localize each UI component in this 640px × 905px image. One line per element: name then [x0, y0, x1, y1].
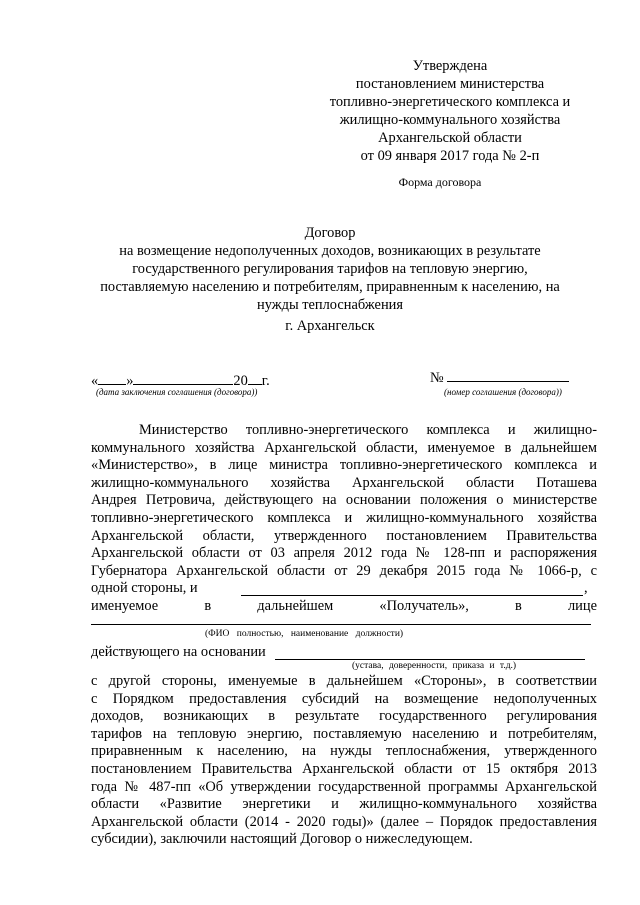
recipient-name-blank[interactable]	[241, 582, 583, 596]
text-line: Губернатора Архангельской области от 29 декабря 2015 года № 1066-р, с	[91, 562, 597, 579]
date-month-blank[interactable]	[133, 371, 233, 385]
text-line: с другой стороны, именуемые в дальнейшем «Стороны», в соответствии	[91, 673, 597, 689]
text-line: года № 487-пп «Об утверждении государственной программы Архангельской	[91, 778, 597, 795]
text-line: «Министерство», в лице министра топливно-энергетического комплекса и	[91, 457, 597, 474]
text-line: субсидии), заключили настоящий Договор о нижеследующем.	[91, 831, 473, 848]
paragraph-basis	[91, 673, 597, 849]
text-line: Министерство топливно-энергетического комплекса и жилищно-	[139, 422, 597, 438]
approval-block	[300, 57, 600, 165]
date-year-blank[interactable]	[248, 371, 262, 385]
fio-blank[interactable]	[91, 611, 591, 625]
approval-line: Утверждена	[412, 58, 488, 74]
document-title	[80, 224, 580, 314]
text-line: приравненным к населению, на нужды теплоснабжения, утвержденного	[91, 743, 597, 760]
text-line: тарифов на тепловую энергию, поставляемую населению и потребителям,	[91, 725, 597, 742]
approval-line: постановлением министерства	[355, 76, 545, 92]
contract-number: №	[430, 368, 569, 387]
title-line: поставляемую населению и потребителям, приравненным к населению, на	[100, 279, 560, 295]
contract-date: « » 20 г.	[91, 373, 270, 389]
text-line: области «Развитие энергетики и жилищно-коммунального хозяйства	[91, 796, 597, 813]
number-caption: (номер соглашения (договора))	[444, 387, 562, 397]
text-line: жилищно-коммунального хозяйства Архангельской области Поташева	[91, 474, 597, 491]
title-line: Договор	[304, 225, 356, 241]
approval-line: Архангельской области	[378, 130, 522, 146]
title-line: нужды теплоснабжения	[257, 297, 403, 313]
paragraph-parties	[91, 422, 597, 616]
fio-caption: (ФИО полностью, наименование должности)	[205, 629, 404, 639]
text-line: постановлением Правительства Архангельской области от 15 октября 2013	[91, 760, 597, 777]
approval-line: от 09 января 2017 года № 2-п	[360, 148, 540, 164]
title-line: государственного регулирования тарифов на тепловую энергию,	[132, 261, 528, 277]
text-line: Архангельской области, утвержденного постановлением Правительства	[91, 527, 597, 544]
city: г. Архангельск	[285, 318, 375, 334]
basis-caption: (устава, доверенности, приказа и т.д.)	[352, 661, 517, 671]
basis-blank[interactable]	[275, 646, 585, 660]
date-caption: (дата заключения соглашения (договора))	[96, 387, 258, 397]
date-day-blank[interactable]	[98, 371, 126, 385]
form-label: Форма договора	[398, 175, 482, 189]
text-line: с Порядком предоставления субсидий на возмещение недополученных	[91, 690, 597, 707]
other-party-line: одной стороны, и ,	[91, 580, 588, 597]
text-line: доходов, возникающих в результате государственного регулирования	[91, 708, 597, 725]
number-blank[interactable]	[447, 368, 569, 382]
text-line: коммунального хозяйства Архангельской области, именуемое в дальнейшем	[91, 439, 597, 456]
approval-line: топливно-энергетического комплекса и	[329, 94, 571, 110]
named-line: именуемое в дальнейшем «Получатель», в лице	[91, 597, 597, 614]
title-line: на возмещение недополученных доходов, возникающих в результате	[119, 243, 541, 259]
text-line: Архангельской области (2014 - 2020 годы)» (далее – Порядок предоставления	[91, 813, 597, 830]
basis-label: действующего на основании	[91, 644, 266, 660]
text-line: топливно-энергетического комплекса и жилищно-коммунального хозяйства	[91, 509, 597, 526]
approval-line: жилищно-коммунального хозяйства	[339, 112, 561, 128]
text-line: Андрея Петровича, действующего на основании положения о министерстве	[91, 492, 597, 509]
text-line: Архангельской области от 03 апреля 2012 года № 128-пп и распоряжения	[91, 545, 597, 562]
